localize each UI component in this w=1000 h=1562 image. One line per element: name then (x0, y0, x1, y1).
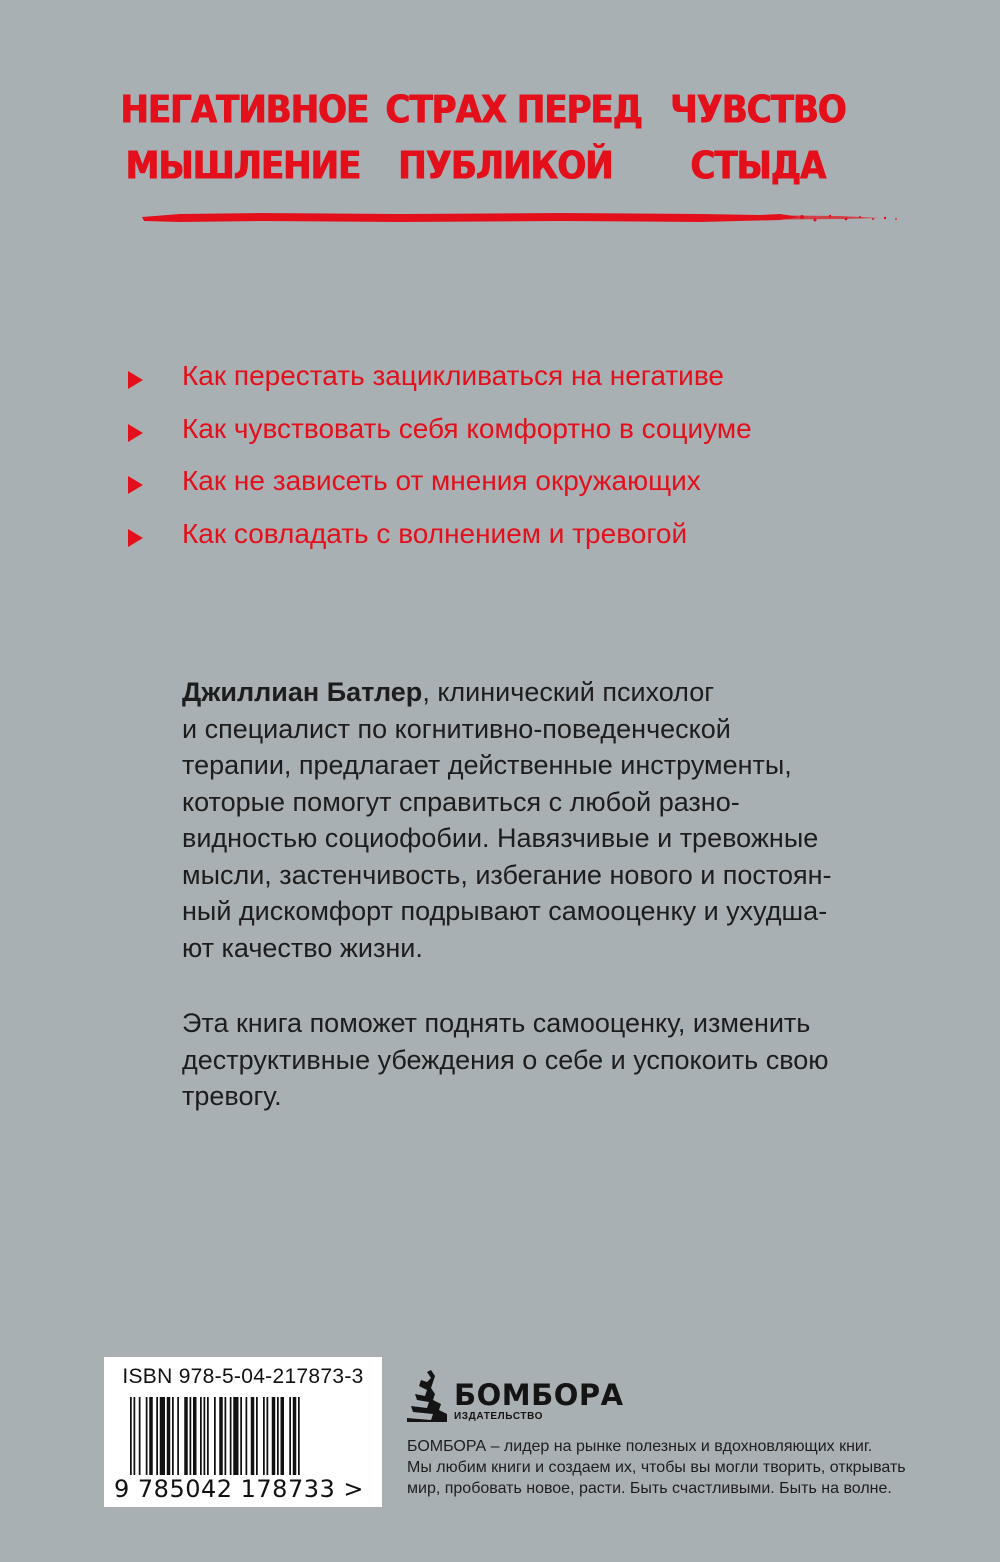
barcode-bar (156, 1397, 158, 1475)
text-line: ют качество жизни. (182, 932, 423, 963)
barcode-bar (230, 1397, 232, 1475)
heading-negative-thinking (120, 82, 368, 194)
barcode-bar (130, 1397, 132, 1475)
barcode-bar (256, 1397, 258, 1475)
triangle-bullet-icon (128, 371, 143, 389)
isbn-barcode (104, 1357, 382, 1507)
heading-line: НЕГАТИВНОЕ (120, 87, 368, 133)
barcode-bar (289, 1397, 291, 1475)
barcode-bar (167, 1397, 171, 1475)
list-item (120, 352, 940, 405)
red-brush-stroke (140, 205, 900, 235)
text-line: видностью социофобии. Навязчивые и тревожные (182, 823, 819, 853)
barcode-bar (272, 1397, 276, 1475)
text-line: тревогу. (182, 1081, 282, 1111)
text-line (182, 674, 902, 711)
barcode-bar (207, 1397, 209, 1475)
text-fragment: , клинический психолог (422, 677, 715, 707)
barcode-bar (204, 1397, 206, 1475)
text-line: мир, пробовать новое, расти. Быть счастливыми. Быть на волне. (407, 1480, 892, 1497)
barcode-bar (293, 1397, 297, 1475)
triangle-bullet-icon (128, 424, 143, 442)
text-line: терапии, предлагает действенные инструменты, (182, 750, 792, 780)
text-line: и специалист по когнитивно-поведенческой (182, 713, 731, 744)
barcode-bar (277, 1397, 279, 1475)
heading-line: СТЫДА (690, 143, 825, 189)
heading-line: ЧУВСТВО (669, 87, 846, 133)
text-line: которые помогут справиться с любой разно- (182, 786, 740, 817)
bullet-text: Как не зависеть от мнения окружающих (182, 465, 701, 496)
heading-line: ПУБЛИКОЙ (397, 143, 613, 189)
list-item (120, 457, 940, 510)
heading-shame (650, 82, 865, 194)
list-item (120, 405, 940, 458)
bullet-list (120, 352, 940, 562)
text-line: БОМБОРА – лидер на рынке полезных и вдохновляющих книг. (407, 1438, 873, 1455)
bombora-logo-icon (407, 1370, 447, 1422)
barcode-bar (246, 1397, 248, 1475)
barcode-bar (134, 1397, 136, 1475)
barcode-bar (281, 1397, 285, 1475)
bullet-text: Как совладать с волнением и тревогой (182, 517, 688, 549)
summary-paragraph (182, 1005, 902, 1115)
publisher-name: БОМБОРА (454, 1378, 624, 1412)
text-line: Мы любим книги и создаем их, чтобы вы могли творить, открывать (407, 1459, 906, 1476)
isbn-label: ISBN 978-5-04-217873-3 (122, 1365, 364, 1388)
barcode-bar (149, 1397, 153, 1475)
barcode-bar (298, 1397, 300, 1475)
barcode-digits: 9 785042 178733 > (114, 1475, 364, 1503)
barcode-bar (240, 1397, 242, 1475)
publisher-description (407, 1436, 967, 1499)
barcode-bar (225, 1397, 227, 1475)
text-line: ный дискомфорт подрывают самооценку и ухудша- (182, 896, 828, 926)
barcode-bar (233, 1397, 238, 1475)
bullet-text: Как перестать зацикливаться на негативе (182, 360, 724, 391)
list-item (120, 510, 940, 563)
description-paragraph (182, 674, 902, 966)
barcode-bar (219, 1397, 223, 1475)
heading-line: СТРАХ ПЕРЕД (385, 87, 642, 133)
barcode-bar (160, 1397, 165, 1475)
barcode-bar (172, 1397, 174, 1475)
barcode-bar (214, 1397, 216, 1475)
heading-fear-of-audience (385, 82, 642, 194)
publisher-subtitle: ИЗДАТЕЛЬСТВО (454, 1411, 544, 1422)
bullet-text: Как чувствовать себя комфортно в социуме (182, 412, 752, 444)
author-name: Джиллиан Батлер (182, 677, 423, 707)
text-line: мысли, застенчивость, избегание нового и постоян- (182, 859, 832, 890)
barcode-bar (190, 1397, 192, 1475)
barcode-bar (267, 1397, 269, 1475)
barcode-bar (251, 1397, 255, 1475)
barcode-bar (146, 1397, 148, 1475)
barcode-bar (139, 1397, 141, 1475)
heading-line: МЫШЛЕНИЕ (125, 143, 360, 189)
barcode-bar (177, 1397, 179, 1475)
text-line: деструктивные убеждения о себе и успокоить свою (182, 1044, 829, 1075)
triangle-bullet-icon (128, 476, 143, 494)
text-line: Эта книга поможет поднять самооценку, изменить (182, 1008, 811, 1038)
barcode-bar (184, 1397, 188, 1475)
barcode-bars (130, 1397, 360, 1475)
barcode-bar (200, 1397, 202, 1475)
barcode-bar (193, 1397, 197, 1475)
barcode-bar (263, 1397, 265, 1475)
triangle-bullet-icon (128, 529, 143, 547)
